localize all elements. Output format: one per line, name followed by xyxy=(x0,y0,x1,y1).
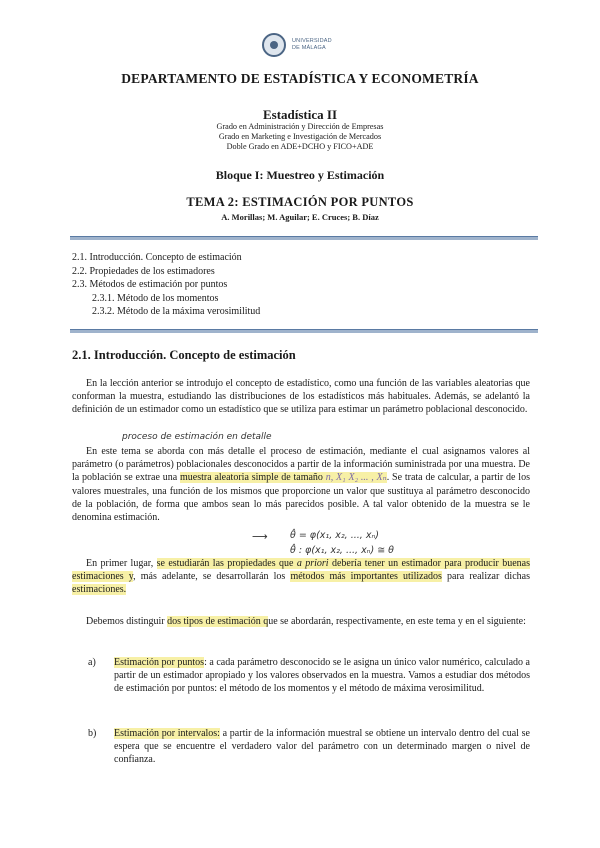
paragraph-3: En primer lugar, se estudiarán las propiedades que a priori debería tener un estimador para producir buenas estimaciones y, más adelante, se desarrollarán los métodos más importantes utilizados para realizar dichas estimaciones. xyxy=(72,558,530,596)
list-item: a) Estimación por puntos: a cada parámetro desconocido se le asigna un único valor numérico, calculado a partir de un estimador apropiado y los valores observados en la muestra. Vamos a estudiar dos métodos de estimación por puntos: el método de los momentos y el método de máxima verosimilitud. xyxy=(88,657,530,695)
divider xyxy=(70,236,538,240)
department-title: DEPARTAMENTO DE ESTADÍSTICA Y ECONOMETRÍA xyxy=(121,71,479,86)
handwritten-formula: θ̂ = φ(x₁, x₂, ..., xₙ) xyxy=(290,530,379,541)
divider xyxy=(70,329,538,333)
handwritten-arrow: ⟶ xyxy=(252,530,268,543)
table-of-contents xyxy=(72,251,260,319)
university-seal-icon xyxy=(262,33,286,57)
degree-line: Grado en Marketing e Investigación de Mercados xyxy=(218,132,382,141)
authors: A. Morillas; M. Aguilar; E. Cruces; B. Díaz xyxy=(221,212,379,222)
toc-subitem: 2.3.2. Método de la máxima verosimilitud xyxy=(92,306,261,317)
logo-text: UNIVERSIDAD DE MÁLAGA xyxy=(292,38,332,51)
block-title: Bloque I: Muestreo y Estimación xyxy=(215,168,385,182)
degree-line: Doble Grado en ADE+DCHO y FICO+ADE xyxy=(226,142,374,151)
course-title: Estadística II xyxy=(262,107,338,122)
paragraph-4: Debemos distinguir dos tipos de estimación que se abordarán, respectivamente, en este tema y en el siguiente: xyxy=(86,616,526,627)
toc-subitem: 2.3.1. Método de los momentos xyxy=(92,292,219,304)
handwritten-note: proceso de estimación en detalle xyxy=(122,432,272,442)
university-logo xyxy=(262,33,332,59)
paragraph-2: En este tema se aborda con más detalle el proceso de estimación, mediante el cual asignamos valores al parámetro (o parámetros) poblacionales desconocidos a partir de la información suministrada por una muestra. De la población se extrae una muestra aleatoria simple de tamaño n, X₁ X₂ ... , Xₙ. Se trata de calcular, a partir de los valores muestrales, una función de los mismos que proporcione un valor que sustituya al parámetro desconocido de la población, de forma que ambos sean lo más parecidos posible. A tal valor obtenido de la muestra se le denomina estimación. xyxy=(72,446,530,524)
toc-item: 2.1. Introducción. Concepto de estimación xyxy=(72,252,242,263)
toc-item: 2.3. Métodos de estimación por puntos xyxy=(72,279,228,290)
handwritten-formula: θ̂ : φ(x₁, x₂, ..., xₙ) ≅ θ xyxy=(290,545,394,556)
section-heading: 2.1. Introducción. Concepto de estimación xyxy=(72,348,296,362)
toc-item: 2.2. Propiedades de los estimadores xyxy=(72,265,215,277)
topic-title: TEMA 2: ESTIMACIÓN POR PUNTOS xyxy=(186,195,414,209)
degree-line: Grado en Administración y Dirección de Empresas xyxy=(216,122,384,131)
list-item: b) Estimación por intervalos: a partir de la información muestral se obtiene un intervalo dentro del cual se espera que se encuentre el verdadero valor del parámetro con un determinado margen o nivel de confianza. xyxy=(88,728,530,766)
paragraph-1: En la lección anterior se introdujo el concepto de estadístico, como una función de las variables aleatorias que conforman la muestra, estudiando las distribuciones de los estadísticos más habituales. Además, se adelantó la definición de un estimador como un estadístico que se utiliza para estimar un parámetro poblacional desconocido. xyxy=(72,378,530,416)
